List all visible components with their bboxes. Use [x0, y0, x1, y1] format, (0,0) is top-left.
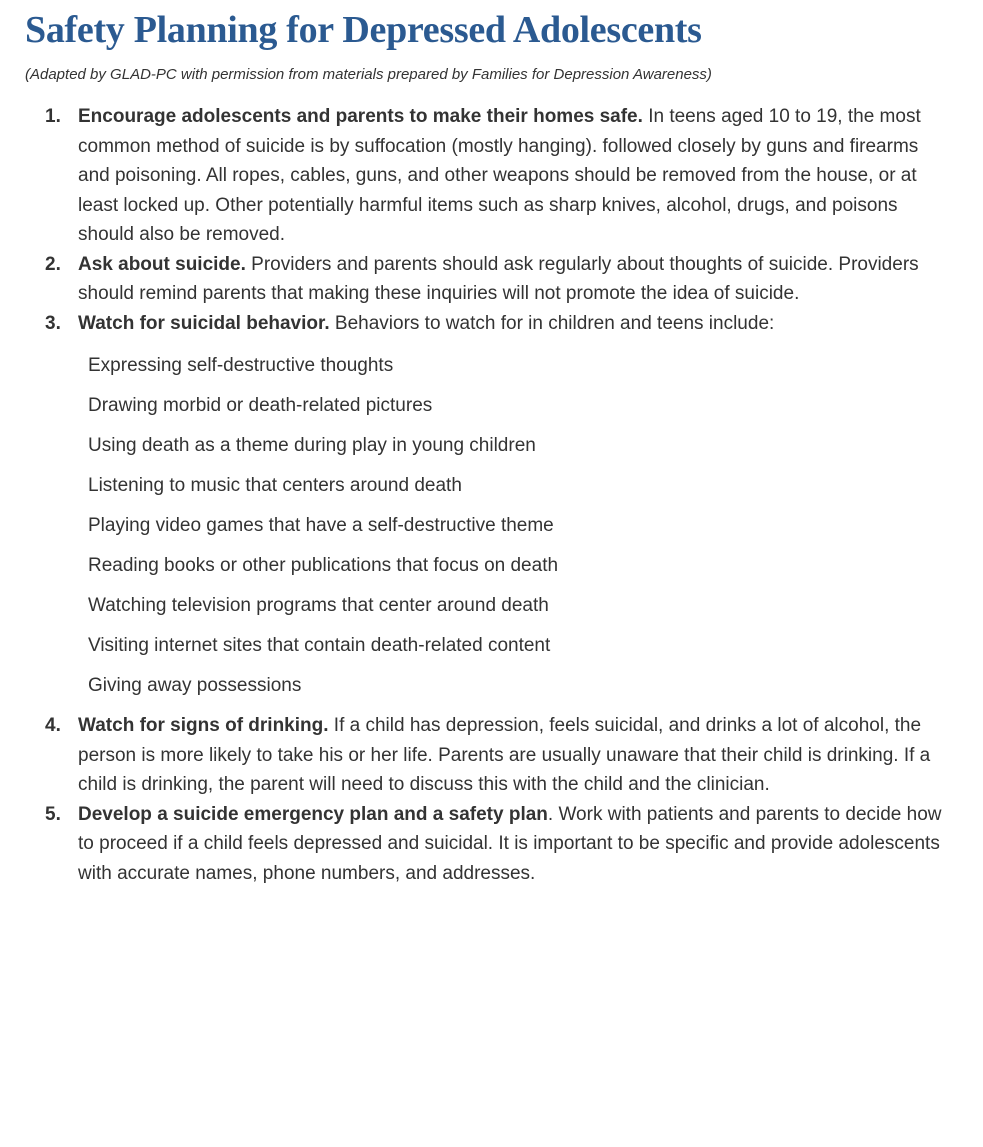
item-text: [78, 102, 950, 250]
list-item: [45, 711, 983, 800]
item-body-text: Behaviors to watch for in children and teens include:: [329, 312, 775, 334]
page-title: Safety Planning for Depressed Adolescents: [25, 9, 702, 51]
item-body-text: Providers and parents should ask regularly about thoughts of suicide. Providers should remind parents that making these inquiries will not promote the idea of suicide.: [78, 253, 919, 304]
item-text: [78, 309, 950, 712]
item-lead-bold: Watch for signs of drinking.: [78, 715, 329, 736]
sub-list-item: Listening to music that centers around death: [88, 475, 462, 496]
list-item: [45, 800, 983, 889]
item-lead-bold: Develop a suicide emergency plan and a safety plan: [78, 803, 548, 825]
item-text: [78, 250, 950, 309]
item-body-text: If a child has depression, feels suicidal, and drinks a lot of alcohol, the person is more likely to take his or her life. Parents are usually unaware that their child is drinking. If a child is drinking, the parent will need to discuss this with the child and the clinician.: [78, 715, 931, 795]
list-item: [45, 309, 983, 712]
item-number: 1.: [45, 106, 61, 127]
item-body-text: . Work with patients and parents to decide how to proceed if a child feels depressed and suicidal. It is important to be specific and provide adolescents with accurate names, phone numbers, and addresses.: [78, 803, 942, 884]
item-lead-bold: Ask about suicide.: [78, 253, 246, 275]
sub-list-item: Using death as a theme during play in young children: [88, 435, 536, 456]
item-lead-bold: Watch for suicidal behavior.: [78, 312, 330, 334]
sub-list-item: Drawing morbid or death-related pictures: [88, 395, 433, 416]
sub-list-item: Watching television programs that center around death: [88, 595, 549, 616]
sub-list-item: Playing video games that have a self-destructive theme: [88, 515, 554, 536]
sub-list-item: Reading books or other publications that focus on death: [88, 555, 559, 576]
item-lead-bold: Encourage adolescents and parents to make their homes safe.: [78, 106, 643, 127]
sub-list-item: Expressing self-destructive thoughts: [88, 355, 394, 376]
item-body-text: In teens aged 10 to 19, the most common method of suicide is by suffocation (mostly hanging). followed closely by guns and firearms and poisoning. All ropes, cables, guns, and other weapons should be removed from the house, or at least locked up. Other potentially harmful items such as sharp knives, alcohol, drugs, and poisons should also be removed.: [78, 106, 921, 245]
sub-list-item: Visiting internet sites that contain death-related content: [88, 635, 551, 656]
item-number: 5.: [45, 803, 61, 825]
item-number: 4.: [45, 715, 61, 736]
item-number: 2.: [45, 253, 61, 275]
safety-planning-list: [45, 102, 983, 888]
suicidal-behaviors-sub-list: [88, 351, 950, 701]
item-number: 3.: [45, 312, 61, 334]
list-item: [45, 250, 983, 309]
item-text: [78, 800, 950, 889]
document-attribution: (Adapted by GLAD-PC with permission from materials prepared by Families for Depression Awareness): [25, 66, 712, 83]
item-text: [78, 711, 950, 800]
list-item: [45, 102, 983, 250]
sub-list-item: Giving away possessions: [88, 675, 302, 696]
